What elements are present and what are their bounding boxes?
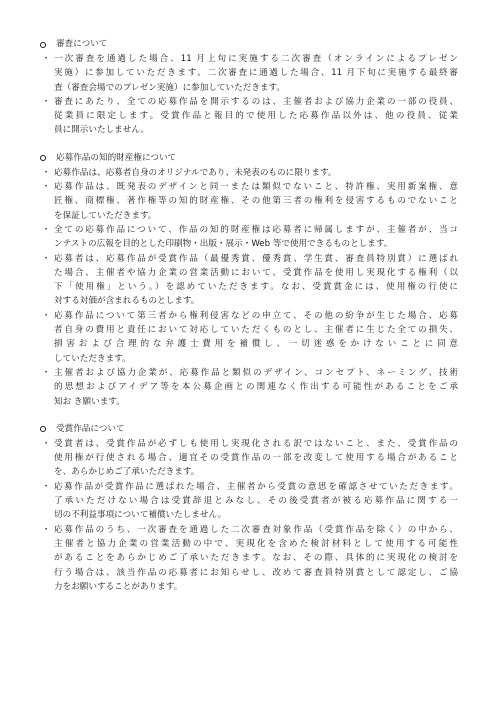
list-item [38,166,458,180]
bullet-icon: ・ [41,367,51,378]
document-page [38,38,458,608]
list-item [38,366,458,409]
section-heading: 応募作品の知的財産権について [38,152,458,165]
bullet-icon: ・ [41,96,51,107]
text-line: 対する対価が含まれるものとします。 [54,296,200,307]
section-intellectual-property [38,152,458,409]
bullet-icon: ・ [41,54,51,64]
text-line: 審査にあたり、全ての応募作品を開示するのは、主催者および協力企業の一部の役員、 [54,96,458,107]
text-line: 応募作品は、既発表のデザインと同一または類似でないこと、特許権、実用新案権、意 [54,182,458,193]
text-line: 力をお願いすることがあります。 [54,581,183,592]
circle-bullet-icon [40,42,46,48]
text-line: 員に開示いたしません。 [54,125,150,136]
text-line: 匠権、商標権、著作権等の知的財産権、その他第三者の権利を侵害するものでないこと [54,196,458,207]
bullet-icon: ・ [41,310,51,321]
text-line: 応募作品について第三者から権利侵害などの申立て、その他の紛争が生じた場合、応募 [54,310,458,321]
text-line: 者自身の費用と責任において対応していただくものとし、主催者に生じた全ての損失、 [54,325,458,336]
list-item [38,252,458,309]
text-line: 知お き願います。 [54,396,125,407]
list-item [38,95,458,138]
bullet-icon: ・ [41,182,51,193]
text-line: 全ての応募作品について、作品の知的財産権は応募者に帰属しますが、主催者が、当コ [54,224,458,235]
text-line: 査（審査会場でのプレゼン実施）に参加していただきます。 [54,82,286,93]
circle-bullet-icon [40,155,46,161]
circle-bullet-icon [40,426,46,432]
section-award-works [38,423,458,594]
bullet-icon: ・ [41,481,51,492]
text-line: 了承いただけない場合は受賞辞退とみなし、その後受賞者が被る応募作品に関する一 [54,496,458,507]
section-heading: 受賞作品について [38,423,458,436]
text-line: していただきます。 [54,353,131,364]
bullet-icon: ・ [41,524,51,535]
text-line: 行う場合は、該当作品の応募者にお知らせし、改めて審査員特別賞として認定し、ご協 [54,567,458,578]
text-line: 応募作品のうち、一次審査を通過した二次審査対象作品（受賞作品を除く）の中から、 [54,524,458,535]
text-line: 応募作品が受賞作品に選ばれた場合、主催者から受賞の意思を確認させていただきます。 [54,481,458,492]
text-line: を、あらかじめご了承いただきます。 [54,467,200,478]
list-item [38,180,458,223]
text-line: 主催者と協力企業の営業活動の中で、実現化を含めた検討材料として使用する可能性 [54,538,458,549]
list-item [38,309,458,366]
text-line: 受賞者は、受賞作品が必ずしも使用し実現化される訳ではないこと、また、受賞作品の [54,438,458,449]
bullet-icon: ・ [41,438,51,449]
bullet-icon: ・ [41,253,51,264]
text-line: があることをあらかじめご了承いただきます。なお、その際、具体的に実現化の検討を [54,553,458,564]
bullet-icon: ・ [41,167,51,178]
list-item [38,523,458,594]
text-line: 実施）に参加していただきます。二次審査に通過した場合、11 月下旬に実施する最終審 [54,68,458,79]
list-item [38,223,458,252]
text-line: 下「使用権」という。）を認めていただきます。なお、受賞賞金には、使用権の行使に [54,282,458,293]
text-line: 主催者および協力企業が、応募作品と類似のデザイン、コンセプト、ネーミング、技術 [54,367,458,378]
text-line: 切の不利益事項について補償いたしません。 [54,510,227,521]
text-line: 応募作品は、応募者自身のオリジナルであり、未発表のものに限ります。 [54,167,337,178]
text-line: 一次審査を通過した場合、11 月上旬に実施する二次審査（オンラインによるプレゼン [54,54,458,64]
text-line: ンテストの広報を目的とした印刷物・出版・展示・Web 等で使用できるものとします。 [54,239,393,250]
text-line: 損害および合理的な弁護士費用を補償し、一切迷惑をかけないことに同意 [54,339,458,350]
section-heading: 審査について [38,38,458,51]
list-item [38,437,458,480]
list-item [38,52,458,95]
text-line: 応募者は、応募作品が受賞作品（最優秀賞、優秀賞、学生賞、審査員特別賞）に選ばれ [54,253,458,264]
bullet-icon: ・ [41,224,51,235]
list-item [38,480,458,523]
text-line: を保証していただきます。 [54,210,157,221]
text-line: 従業員に限定します。受賞作品と報目的で使用した応募作品以外は、他の役員、従業 [54,111,458,122]
text-line: 的思想およびアイデア等を本公募企画との関連なく作出する可能性があることをご承 [54,382,458,393]
section-screening [38,38,458,138]
text-line: 使用権が行使される場合、適宜その受賞作品の一部を改変して使用する場合があること [54,453,458,464]
text-line: た場合、主催者や協力企業の営業活動において、受賞作品を使用し実現化する権利（以 [54,267,458,278]
